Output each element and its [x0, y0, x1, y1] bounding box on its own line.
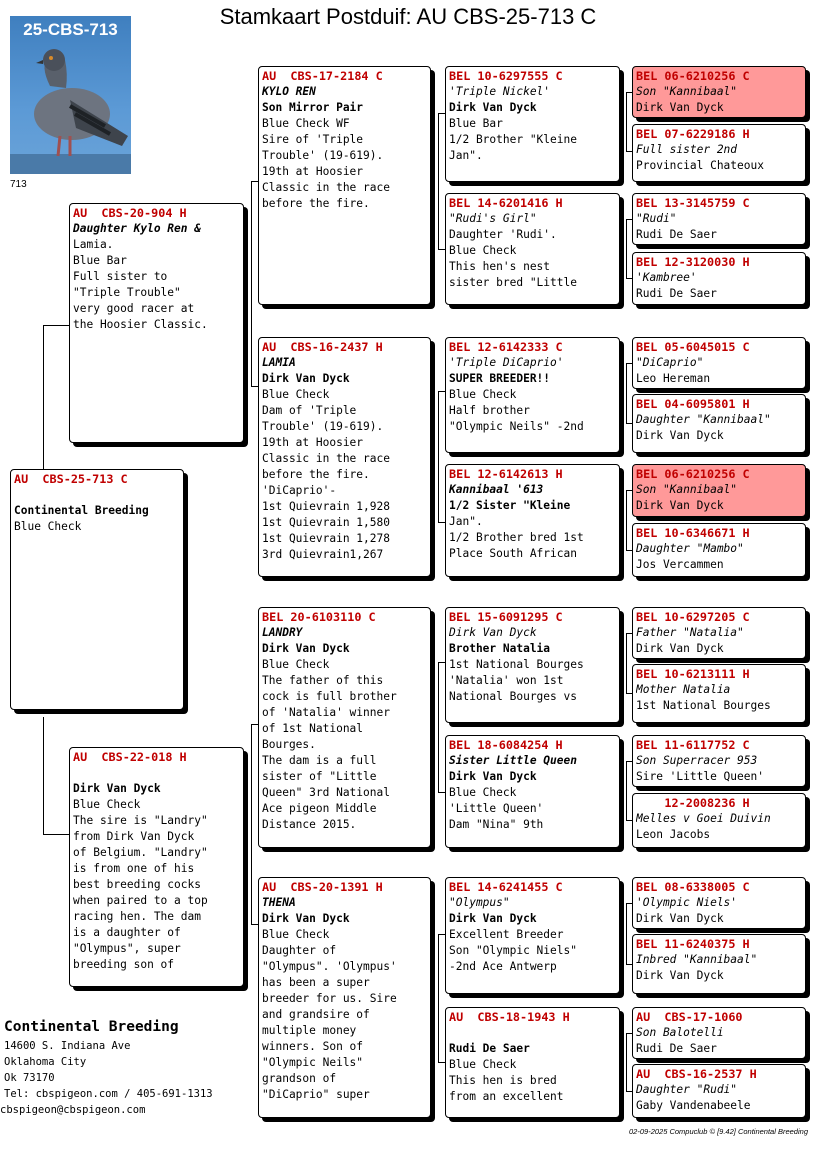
pedigree-text-line: Daughter of: [262, 944, 337, 957]
connector-line: [43, 834, 69, 835]
pedigree-text-line: 'Triple Nickel': [449, 85, 551, 98]
pedigree-text-line: Mother Natalia: [636, 683, 731, 696]
pedigree-text-line: Jos Vercammen: [636, 558, 724, 571]
connector-line: [438, 113, 445, 114]
pedigree-text-line: cock is full brother: [262, 690, 397, 703]
pedigree-text-line: very good racer at: [73, 302, 195, 315]
connector-line: [626, 92, 627, 151]
ring-number: BEL 15-6091295 C: [449, 610, 563, 624]
pedigree-text-line: Son Mirror Pair: [262, 101, 364, 114]
pedigree-text-line: Daughter 'Rudi'.: [449, 228, 557, 241]
ring-number: BEL 10-6297205 C: [636, 610, 750, 624]
pedigree-text-line: Son "Kannibaal": [636, 85, 738, 98]
owner-email[interactable]: cbspigeon@cbspigeon.com: [0, 1104, 146, 1116]
pedigree-card-dam[interactable]: [69, 747, 244, 987]
connector-line: [438, 522, 445, 523]
ring-number: BEL 06-6210256 C: [636, 69, 750, 83]
ring-number: BEL 20-6103110 C: [262, 610, 376, 624]
pedigree-text-line: 'DiCaprio'-: [262, 484, 337, 497]
pedigree-text-line: 1st Quievrain 1,278: [262, 532, 390, 545]
ring-number: BEL 14-6241455 C: [449, 880, 563, 894]
pedigree-text-line: [73, 765, 240, 781]
pedigree-card-g3[interactable]: [632, 193, 806, 245]
pedigree-card-dss[interactable]: [445, 607, 620, 723]
pedigree-text-line: Blue Check: [449, 1058, 517, 1071]
pedigree-text-line: Rudi De Saer: [636, 287, 717, 300]
pedigree-text-line: Trouble' (19-619).: [262, 420, 384, 433]
footer-note: 02-09-2025 Compuclub © [9.42] Continental Breeding: [629, 1127, 808, 1136]
connector-line: [251, 181, 252, 386]
connector-line: [438, 391, 445, 392]
pedigree-text-line: This hen is bred: [449, 1074, 557, 1087]
pedigree-text-line: Dirk Van Dyck: [449, 912, 537, 925]
pedigree-text-line: 1/2 Sister "Kleine: [449, 499, 571, 512]
pedigree-text-line: THENA: [262, 896, 296, 909]
pedigree-text-line: Blue Check: [262, 928, 330, 941]
pedigree-card-g10[interactable]: [632, 664, 806, 723]
pedigree-text-line: Son Balotelli: [636, 1026, 724, 1039]
pedigree-text-line: KYLO REN: [262, 85, 316, 98]
connector-line: [251, 386, 258, 387]
pedigree-text-line: from an excellent: [449, 1090, 564, 1103]
pedigree-card-g7[interactable]: [632, 464, 806, 517]
pedigree-text-line: Queen" 3rd National: [262, 786, 390, 799]
pedigree-text-line: National Bourges vs: [449, 690, 577, 703]
pedigree-text-line: Blue Check: [73, 798, 141, 811]
owner-postcode: Ok 73170: [4, 1072, 55, 1084]
ring-number: BEL 12-6142333 C: [449, 340, 563, 354]
pedigree-text-line: from Dirk Van Dyck: [73, 830, 195, 843]
pedigree-text-line: Jan".: [449, 515, 483, 528]
pedigree-text-line: Blue Check: [449, 244, 517, 257]
pedigree-text-line: Blue Bar: [73, 254, 127, 267]
pedigree-text-line: Sister Little Queen: [449, 754, 577, 767]
ring-number: AU CBS-18-1943 H: [449, 1010, 570, 1024]
pedigree-text-line: Son "Kannibaal": [636, 483, 738, 496]
pedigree-card-ssd[interactable]: [445, 193, 620, 305]
ring-number: BEL 04-6095801 H: [636, 397, 750, 411]
owner-city: Oklahoma City: [4, 1056, 87, 1068]
connector-line: [438, 934, 439, 1062]
pedigree-text-line: multiple money: [262, 1024, 357, 1037]
connector-line: [626, 633, 627, 693]
pedigree-text-line: Place South African: [449, 547, 577, 560]
pedigree-text-line: Dirk Van Dyck: [636, 912, 724, 925]
connector-line: [438, 249, 445, 250]
pedigree-text-line: Sire of 'Triple: [262, 133, 364, 146]
pedigree-text-line: 1/2 Brother "Kleine: [449, 133, 577, 146]
pedigree-text-line: Continental Breeding: [14, 504, 149, 517]
ring-number: BEL 05-6045015 C: [636, 340, 750, 354]
pedigree-text-line: SUPER BREEDER!!: [449, 372, 551, 385]
pedigree-card-g14[interactable]: [632, 934, 806, 994]
pedigree-text-line: Ace pigeon Middle: [262, 802, 377, 815]
connector-line: [43, 325, 69, 326]
pedigree-text-line: 1/2 Brother bred 1st: [449, 531, 584, 544]
pedigree-card-g12[interactable]: [632, 793, 806, 848]
ring-number: AU CBS-20-904 H: [73, 206, 187, 220]
connector-line: [438, 792, 445, 793]
pigeon-photo: [10, 16, 131, 174]
pedigree-text-line: [14, 487, 180, 503]
pedigree-text-line: Gaby Vandenabeele: [636, 1099, 751, 1112]
pedigree-text-line: 3rd Quievrain1,267: [262, 548, 384, 561]
pedigree-text-line: Father "Natalia": [636, 626, 744, 639]
pedigree-text-line: Half brother: [449, 404, 530, 417]
pedigree-text-line: Dirk Van Dyck: [262, 372, 350, 385]
pedigree-card-g15[interactable]: [632, 1007, 806, 1059]
pedigree-text-line: before the fire.: [262, 468, 370, 481]
pedigree-text-line: Dirk Van Dyck: [73, 782, 161, 795]
pedigree-text-line: Inbred "Kannibaal": [636, 953, 758, 966]
photo-caption: 713: [10, 179, 27, 190]
pedigree-text-line: is a daughter of: [73, 926, 181, 939]
pedigree-text-line: "DiCaprio" super: [262, 1088, 370, 1101]
pedigree-card-dsd[interactable]: [445, 735, 620, 848]
photo-ring-label: 25-CBS-713: [23, 20, 118, 39]
pigeon-icon: [10, 16, 131, 174]
pedigree-text-line: "Olympic Neils" -2nd: [449, 420, 584, 433]
pedigree-card-dam-dam[interactable]: [258, 877, 431, 1118]
pedigree-card-g16[interactable]: [632, 1064, 806, 1118]
connector-line: [251, 724, 258, 725]
pedigree-text-line: 'Olympic Niels': [636, 896, 738, 909]
pedigree-text-line: Leo Hereman: [636, 372, 711, 385]
pedigree-text-line: is from one of his: [73, 862, 195, 875]
pedigree-text-line: of 1st National: [262, 722, 364, 735]
pedigree-text-line: Dirk Van Dyck: [449, 101, 537, 114]
connector-line: [251, 724, 252, 924]
pedigree-text-line: Dam "Nina" 9th: [449, 818, 544, 831]
connector-line: [438, 662, 439, 792]
pedigree-text-line: The sire is "Landry": [73, 814, 208, 827]
pedigree-text-line: best breeding cocks: [73, 878, 201, 891]
pedigree-text-line: Dirk Van Dyck: [262, 912, 350, 925]
ring-number: AU CBS-22-018 H: [73, 750, 187, 764]
ring-number: AU CBS-16-2437 H: [262, 340, 383, 354]
pedigree-text-line: 'Natalia' won 1st: [449, 674, 564, 687]
pedigree-card-sire[interactable]: [69, 203, 244, 443]
pedigree-text-line: 1st Quievrain 1,580: [262, 516, 390, 529]
pedigree-text-line: Blue Check WF: [262, 117, 350, 130]
pedigree-card-g2[interactable]: [632, 124, 806, 182]
ring-number: AU CBS-20-1391 H: [262, 880, 383, 894]
pedigree-text-line: grandson of: [262, 1072, 337, 1085]
pedigree-text-line: Dirk Van Dyck: [262, 642, 350, 655]
pedigree-text-line: Excellent Breeder: [449, 928, 564, 941]
connector-line: [438, 1062, 445, 1063]
pedigree-text-line: Full sister to: [73, 270, 168, 283]
pedigree-text-line: This hen's nest: [449, 260, 551, 273]
pedigree-card-g4[interactable]: [632, 252, 806, 305]
pedigree-text-line: Sire 'Little Queen': [636, 770, 764, 783]
pedigree-card-g5[interactable]: [632, 337, 806, 389]
pedigree-text-line: Classic in the race: [262, 181, 390, 194]
pedigree-text-line: Full sister 2nd: [636, 143, 738, 156]
pedigree-text-line: Bourges.: [262, 738, 316, 751]
pedigree-text-line: Rudi De Saer: [636, 1042, 717, 1055]
ring-number: BEL 08-6338005 C: [636, 880, 750, 894]
connector-line: [438, 662, 445, 663]
pedigree-text-line: Son "Olympic Niels": [449, 944, 577, 957]
pedigree-card-g8[interactable]: [632, 523, 806, 577]
pedigree-text-line: Leon Jacobs: [636, 828, 711, 841]
connector-line: [626, 903, 627, 964]
pedigree-text-line: and grandsire of: [262, 1008, 370, 1021]
pedigree-text-line: Blue Check: [262, 658, 330, 671]
pedigree-text-line: Melles v Goei Duivin: [636, 812, 771, 825]
pedigree-text-line: Dirk Van Dyck: [636, 499, 724, 512]
pedigree-text-line: [449, 1025, 616, 1041]
pedigree-text-line: LANDRY: [262, 626, 303, 639]
connector-line: [626, 761, 627, 820]
pedigree-card-g6[interactable]: [632, 394, 806, 453]
ring-number: BEL 07-6229186 H: [636, 127, 750, 141]
pedigree-text-line: Blue Check: [262, 388, 330, 401]
pedigree-text-line: breeder for us. Sire: [262, 992, 397, 1005]
ring-number: AU CBS-16-2537 H: [636, 1067, 757, 1081]
pedigree-text-line: of 'Natalia' winner: [262, 706, 390, 719]
pedigree-text-line: Distance 2015.: [262, 818, 357, 831]
connector-line: [438, 391, 439, 522]
pedigree-text-line: when paired to a top: [73, 894, 208, 907]
pedigree-text-line: Dirk Van Dyck: [449, 770, 537, 783]
pedigree-text-line: LAMIA: [262, 356, 296, 369]
pedigree-text-line: sister of "Little: [262, 770, 377, 783]
pedigree-text-line: before the fire.: [262, 197, 370, 210]
pedigree-text-line: The dam is a full: [262, 754, 377, 767]
pedigree-text-line: Dirk Van Dyck: [449, 626, 537, 639]
pedigree-text-line: Daughter Kylo Ren &: [73, 222, 201, 235]
ring-number: BEL 11-6240375 H: [636, 937, 750, 951]
pedigree-card-dam-sire[interactable]: [258, 607, 431, 848]
pedigree-text-line: "Olympus": [449, 896, 510, 909]
pedigree-text-line: 1st National Bourges: [636, 699, 771, 712]
connector-line: [251, 181, 258, 182]
owner-name: Continental Breeding: [4, 1019, 179, 1035]
pedigree-text-line: Kannibaal '613: [449, 483, 544, 496]
pedigree-text-line: "Olympic Neils": [262, 1056, 364, 1069]
pedigree-text-line: 1st Quievrain 1,928: [262, 500, 390, 513]
pedigree-card-g11[interactable]: [632, 735, 806, 787]
ring-number: AU CBS-17-2184 C: [262, 69, 383, 83]
pedigree-card-sds[interactable]: [445, 337, 620, 453]
pedigree-card-sire-sire[interactable]: [258, 66, 431, 305]
ring-number: BEL 10-6346671 H: [636, 526, 750, 540]
pedigree-text-line: Dirk Van Dyck: [636, 642, 724, 655]
pedigree-text-line: 'Kambree': [636, 271, 697, 284]
pedigree-text-line: "Olympus", super: [73, 942, 181, 955]
pedigree-text-line: sister bred "Little: [449, 276, 577, 289]
pedigree-card-subject[interactable]: [10, 469, 184, 710]
pedigree-text-line: 'Triple DiCaprio': [449, 356, 564, 369]
connector-line: [438, 113, 439, 249]
pedigree-text-line: Dam of 'Triple: [262, 404, 357, 417]
connector-line: [43, 325, 44, 470]
pedigree-text-line: Jan".: [449, 149, 483, 162]
pedigree-text-line: "Olympus". 'Olympus': [262, 960, 397, 973]
pedigree-text-line: The father of this: [262, 674, 384, 687]
ring-number: BEL 12-6142613 H: [449, 467, 563, 481]
pedigree-text-line: Dirk Van Dyck: [636, 101, 724, 114]
pedigree-card-g9[interactable]: [632, 607, 806, 659]
pedigree-text-line: Dirk Van Dyck: [636, 429, 724, 442]
ring-number: AU CBS-25-713 C: [14, 472, 128, 486]
connector-line: [626, 363, 627, 423]
pedigree-text-line: racing hen. The dam: [73, 910, 201, 923]
pedigree-card-dds[interactable]: [445, 877, 620, 994]
pedigree-text-line: winners. Son of: [262, 1040, 364, 1053]
owner-phone: Tel: cbspigeon.com / 405-691-1313: [4, 1088, 213, 1100]
pedigree-card-g13[interactable]: [632, 877, 806, 929]
pedigree-text-line: Lamia.: [73, 238, 114, 251]
ring-number: BEL 10-6297555 C: [449, 69, 563, 83]
pedigree-text-line: "DiCaprio": [636, 356, 704, 369]
pedigree-text-line: "Rudi": [636, 212, 677, 225]
ring-number: BEL 14-6201416 H: [449, 196, 563, 210]
pedigree-card-sss[interactable]: [445, 66, 620, 182]
ring-number: AU CBS-17-1060: [636, 1010, 743, 1024]
pedigree-text-line: "Triple Trouble": [73, 286, 181, 299]
ring-number: BEL 11-6117752 C: [636, 738, 750, 752]
pedigree-text-line: Rudi De Saer: [636, 228, 717, 241]
connector-line: [43, 717, 44, 834]
pedigree-text-line: breeding son of: [73, 958, 175, 971]
ring-number: BEL 12-3120030 H: [636, 255, 750, 269]
pedigree-text-line: Daughter "Rudi": [636, 1083, 738, 1096]
connector-line: [626, 219, 627, 278]
pedigree-text-line: Rudi De Saer: [449, 1042, 530, 1055]
pedigree-text-line: 'Little Queen': [449, 802, 544, 815]
ring-number: BEL 10-6213111 H: [636, 667, 750, 681]
pedigree-text-line: -2nd Ace Antwerp: [449, 960, 557, 973]
pedigree-text-line: Blue Check: [449, 388, 517, 401]
connector-line: [438, 934, 445, 935]
pedigree-card-ddd[interactable]: [445, 1007, 620, 1118]
pedigree-text-line: of Belgium. "Landry": [73, 846, 208, 859]
pedigree-card-sdd[interactable]: [445, 464, 620, 577]
pedigree-card-g1[interactable]: [632, 66, 806, 118]
pedigree-text-line: Brother Natalia: [449, 642, 551, 655]
pedigree-text-line: Blue Check: [14, 520, 82, 533]
pedigree-text-line: Son Superracer 953: [636, 754, 758, 767]
pedigree-text-line: Blue Bar: [449, 117, 503, 130]
ring-number: BEL 13-3145759 C: [636, 196, 750, 210]
pedigree-text-line: Dirk Van Dyck: [636, 969, 724, 982]
pedigree-text-line: Daughter "Mambo": [636, 542, 744, 555]
connector-line: [251, 924, 258, 925]
ring-number: BEL 18-6084254 H: [449, 738, 563, 752]
ring-number: 12-2008236 H: [636, 796, 750, 810]
pedigree-text-line: Provincial Chateoux: [636, 159, 764, 172]
pedigree-text-line: has been a super: [262, 976, 370, 989]
owner-block: [0, 1016, 213, 1118]
pedigree-text-line: 19th at Hoosier: [262, 436, 364, 449]
pedigree-card-sire-dam[interactable]: [258, 337, 431, 577]
pedigree-text-line: 19th at Hoosier: [262, 165, 364, 178]
connector-line: [626, 1033, 627, 1091]
pedigree-text-line: the Hoosier Classic.: [73, 318, 208, 331]
page-title: Stamkaart Postduif: AU CBS-25-713 C: [219, 4, 597, 29]
pedigree-text-line: "Rudi's Girl": [449, 212, 537, 225]
connector-line: [626, 490, 627, 550]
ring-number: BEL 06-6210256 C: [636, 467, 750, 481]
pedigree-text-line: 1st National Bourges: [449, 658, 584, 671]
pedigree-text-line: Classic in the race: [262, 452, 390, 465]
pedigree-text-line: Trouble' (19-619).: [262, 149, 384, 162]
pedigree-text-line: Blue Check: [449, 786, 517, 799]
pedigree-text-line: Daughter "Kannibaal": [636, 413, 771, 426]
owner-address-line: 14600 S. Indiana Ave: [4, 1040, 131, 1052]
